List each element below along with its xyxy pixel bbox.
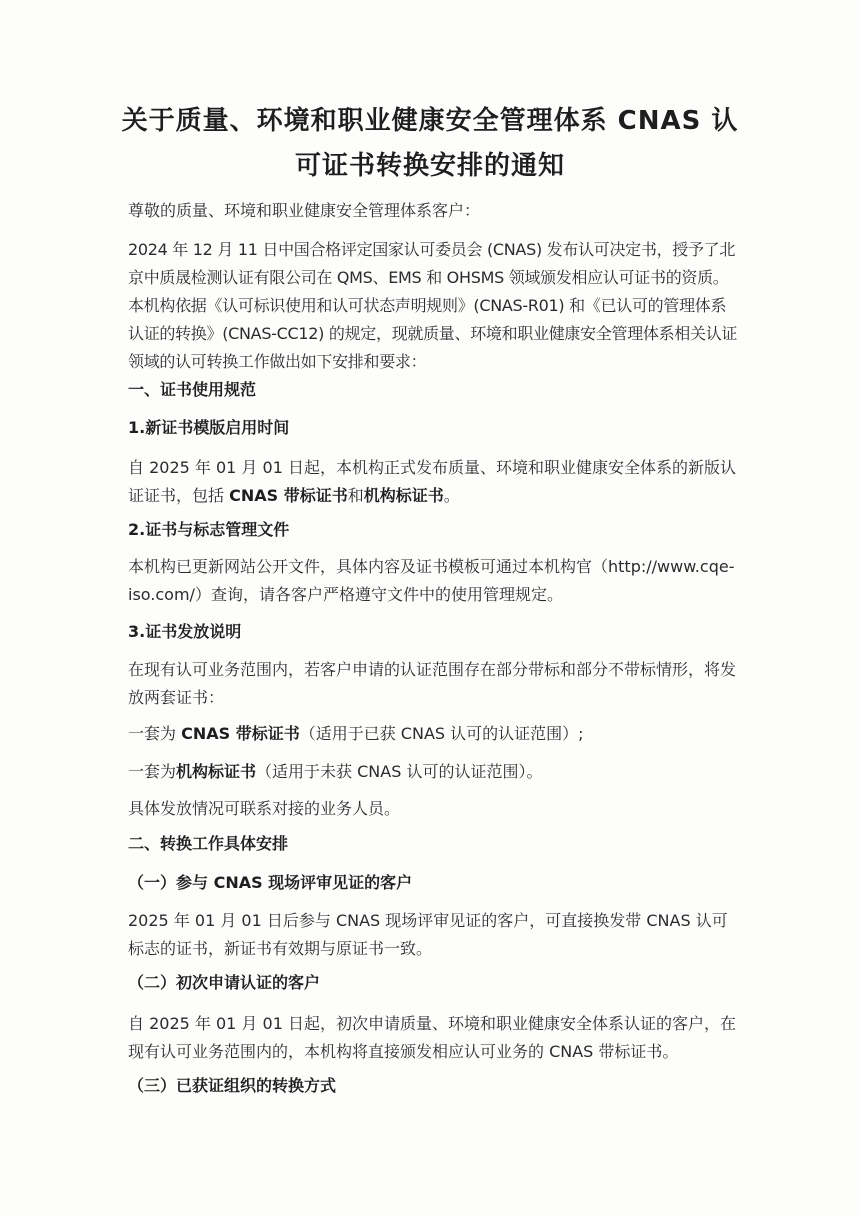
s1-1-text [128,454,738,510]
s1-1-bold-cnas: CNAS 带标证书 [229,486,348,505]
certificate-set-2 [128,758,738,786]
section1-heading: 一、证书使用规范 [128,380,257,399]
s1-1-text-mid: 和 [347,486,364,505]
salutation: 尊敬的质量、环境和职业健康安全管理体系客户： [128,201,481,220]
s1-3-text: 在现有认可业务范围内，若客户申请的认证范围存在部分带标和部分不带标情形，将发放两套证书： [128,660,737,707]
s1-1-text-end: 。 [443,486,460,505]
s2-1-text: 2025 年 01 月 01 日后参与 CNAS 现场评审见证的客户，可直接换发带 CNAS 认可标志的证书，新证书有效期与原证书一致。 [128,911,728,958]
set2-bold: 机构标证书 [176,762,257,781]
section2-heading: 二、转换工作具体安排 [128,834,289,853]
set1-post: （适用于已获 CNAS 认可的认证范围）; [299,724,584,743]
set1-pre: 一套为 [128,724,182,743]
s2-3-heading: （三）已获证组织的转换方式 [128,1076,337,1095]
s1-3-heading: 3.证书发放说明 [128,622,242,641]
s1-1-text-pre: 自 2025 年 01 月 01 日起，本机构正式发布质量、环境和职业健康安全体系的新版认证证书，包括 [128,458,736,505]
s1-2-text: 本机构已更新网站公开文件，具体内容及证书模板可通过本机构官（http://www.cqe-iso.com/）查询，请各客户严格遵守文件中的使用管理规定。 [128,557,735,604]
s1-1-bold-org: 机构标证书 [363,486,444,505]
set1-bold: CNAS 带标证书 [181,724,300,743]
set2-pre: 一套为 [128,762,177,781]
certificate-set-1 [128,720,738,748]
set2-post: （适用于未获 CNAS 认可的认证范围）。 [256,762,543,781]
document-title-line1: 关于质量、环境和职业健康安全管理体系 CNAS 认 [121,106,739,136]
s1-1-heading: 1.新证书模版启用时间 [128,418,290,437]
intro-paragraph: 2024 年 12 月 11 日中国合格评定国家认可委员会 (CNAS) 发布认可决定书，授予了北京中质晟检测认证有限公司在 QMS、EMS 和 OHSMS 领域颁发相应认可证书的资质。本机构依据《认可标识使用和认可状态声明规则》(CNAS-R01) 和《已认可的管理体系认证的转换》(CNAS-CC12) 的规定，现就质量、环境和职业健康安全管理体系相关认证领域的认可转换工作做出如下安排和要求： [128,240,738,371]
s2-1-heading: （一）参与 CNAS 现场评审见证的客户 [128,873,413,892]
contact-text: 具体发放情况可联系对接的业务人员。 [128,799,401,818]
document-title-line2: 可证书转换安排的通知 [294,151,565,181]
s2-2-text: 自 2025 年 01 月 01 日起，初次申请质量、环境和职业健康安全体系认证的客户，在现有认可业务范围内的，本机构将直接颁发相应认可业务的 CNAS 带标证书。 [128,1014,736,1061]
s1-2-heading: 2.证书与标志管理文件 [128,520,290,539]
s2-2-heading: （二）初次申请认证的客户 [128,973,321,992]
